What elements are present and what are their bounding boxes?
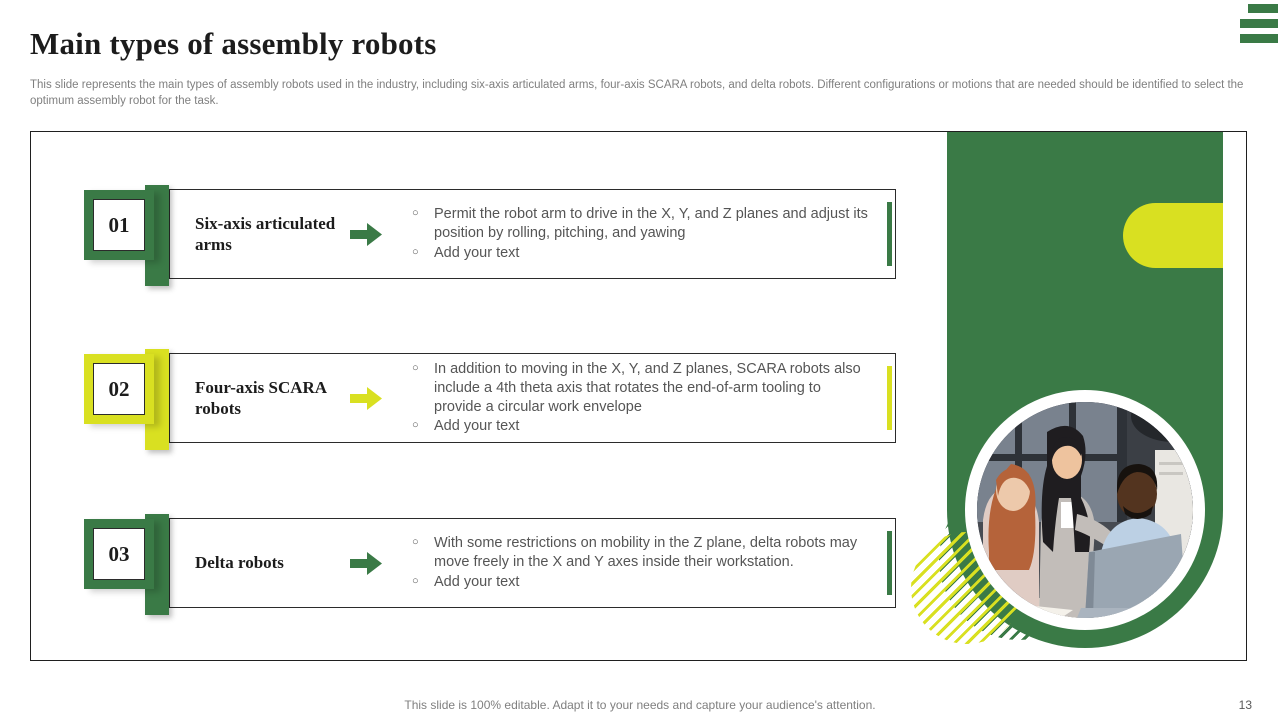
row-number-badge [84, 519, 154, 589]
row-content-box [169, 518, 896, 608]
right-arrow-icon [349, 222, 383, 247]
row-title: Six-axis articulated arms [195, 213, 336, 254]
row-number: 01 [108, 212, 130, 237]
page-subtitle: This slide represents the main types of assembly robots used in the industry, including six-axis articulated arms, four-axis SCARA robots, and delta robots. Different configurations or motions that are needed should be identified to select the optimum assembly robot for the task. [30, 79, 1244, 107]
page-number: 13 [1238, 698, 1252, 712]
menu-bar [1248, 4, 1278, 13]
row-title: Four-axis SCARA robots [195, 377, 327, 418]
right-arrow-icon [349, 386, 383, 411]
accent-right-bar [887, 531, 892, 595]
content-frame [30, 131, 1247, 661]
menu-bar [1240, 19, 1278, 28]
bullet-item: ○ In addition to moving in the X, Y, and Z planes, SCARA robots also include a 4th theta axis that rotates the end-of-arm tooling to provide a circular work envelope [411, 360, 869, 417]
row-bullets [411, 534, 869, 591]
bullet-item: ○ Add your text [411, 244, 869, 263]
robot-type-row-3 [84, 518, 896, 608]
robot-type-row-1 [84, 189, 896, 279]
accent-right-bar [887, 366, 892, 430]
row-number: 02 [108, 376, 130, 401]
menu-bar [1240, 34, 1278, 43]
row-number-badge [84, 354, 154, 424]
row-title: Delta robots [195, 553, 284, 573]
row-bullets [411, 205, 869, 262]
row-content-box [169, 189, 896, 279]
bullet-item: ○ With some restrictions on mobility in the Z plane, delta robots may move freely in the X and Y axes inside their workstation. [411, 534, 869, 572]
bullet-item: ○ Permit the robot arm to drive in the X, Y, and Z planes and adjust its position by rolling, pitching, and yawing [411, 205, 869, 243]
team-photo-illustration [977, 402, 1193, 618]
accent-right-bar [887, 202, 892, 266]
footer-note: This slide is 100% editable. Adapt it to your needs and capture your audience's attention. [404, 698, 876, 712]
row-content-box [169, 353, 896, 443]
row-number-badge [84, 190, 154, 260]
yellow-pill-shape [1123, 203, 1223, 268]
team-photo [965, 390, 1205, 630]
page-title: Main types of assembly robots [30, 26, 437, 61]
bullet-item: ○ Add your text [411, 573, 869, 592]
row-number: 03 [108, 541, 130, 566]
right-arrow-icon [349, 551, 383, 576]
menu-bars-icon [1240, 4, 1278, 49]
robot-type-row-2 [84, 353, 896, 443]
bullet-item: ○ Add your text [411, 417, 869, 436]
row-bullets [411, 360, 869, 437]
